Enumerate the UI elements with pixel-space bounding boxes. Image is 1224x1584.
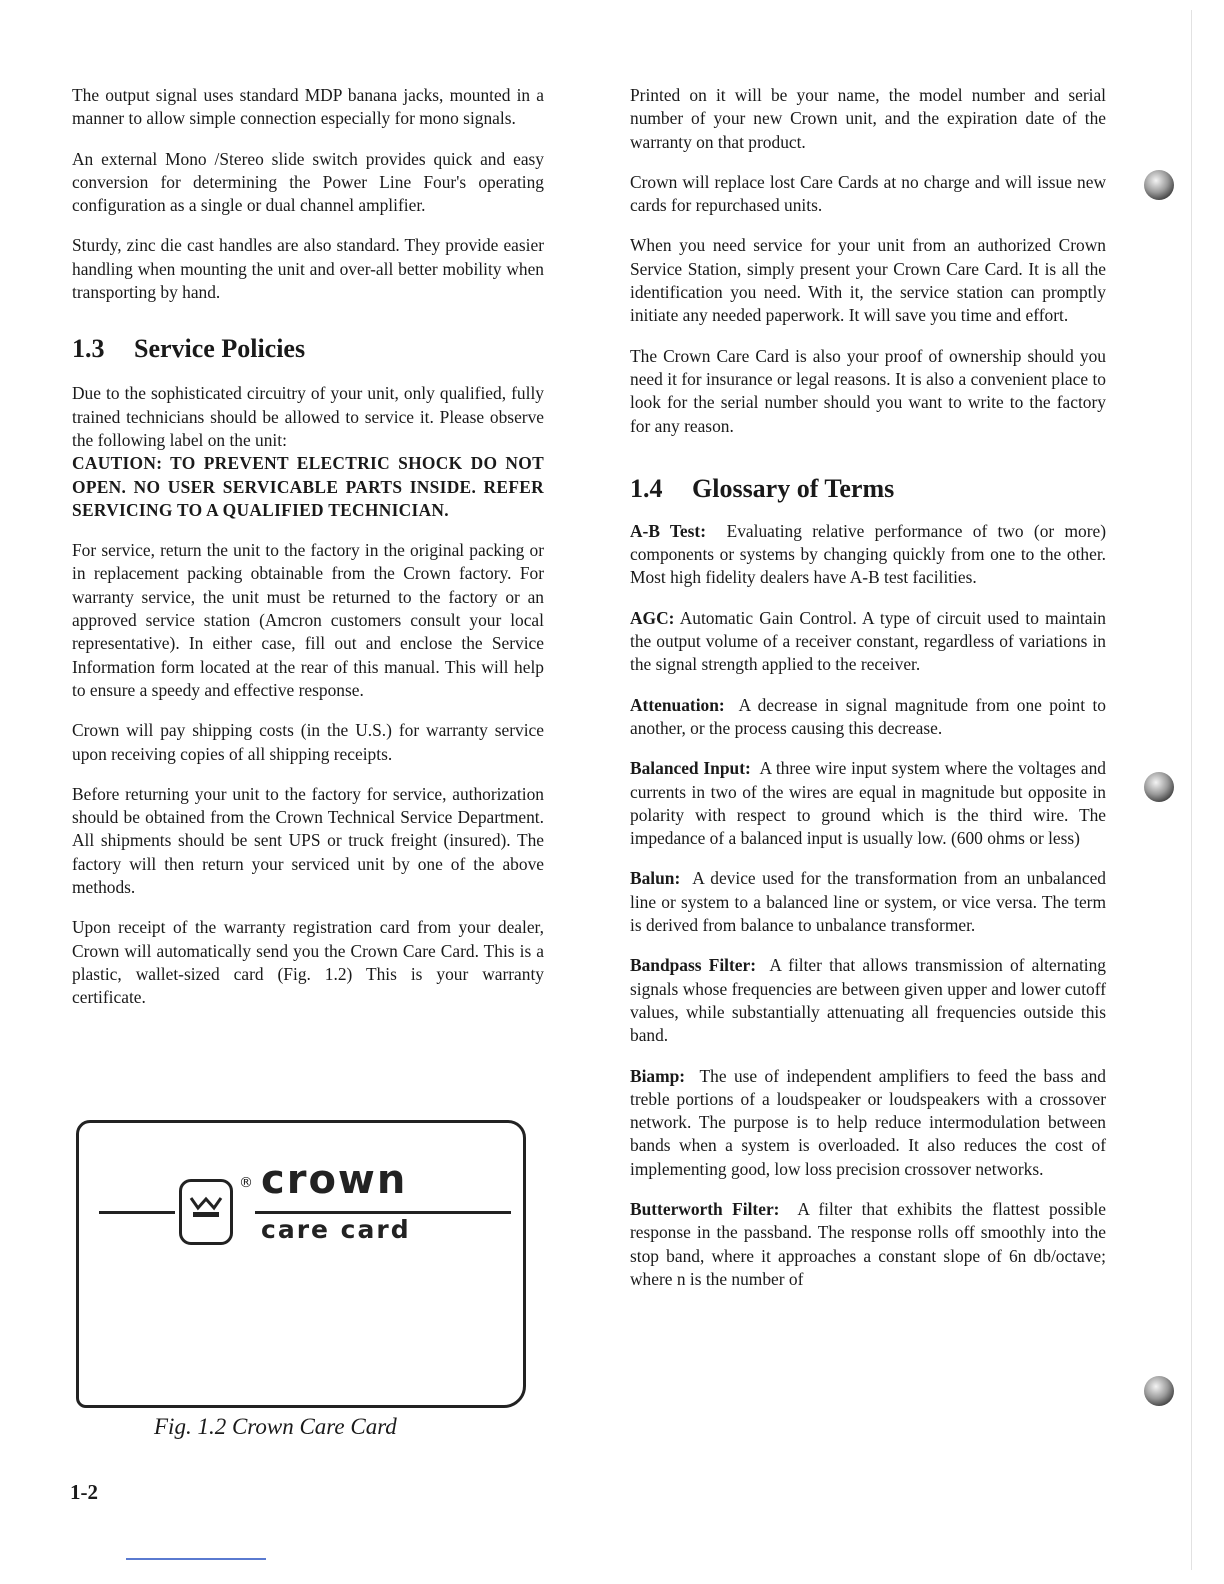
intro-paragraph-1: The output signal uses standard MDP banana jacks, mounted in a manner to allow simple connection especially for mono signals.	[72, 85, 544, 129]
card-rule-right	[255, 1211, 511, 1214]
registered-mark: ®	[239, 1175, 253, 1191]
figure-caption: Fig. 1.2 Crown Care Card	[154, 1414, 397, 1439]
service-paragraph-2: For service, return the unit to the factory in the original packing or in replacement packing obtainable from the Crown factory. For warranty service, the unit must be returned to the factory or an approved service station (Amcron customers consult your local representative). In either case, fill out and enclose the Service Information form located at the rear of this manual. This will help to ensure a speedy and effective response.	[72, 540, 544, 700]
card-paragraph-2: Crown will replace lost Care Cards at no charge and will issue new cards for repurchased units.	[630, 171, 1106, 216]
card-subtitle: care card	[261, 1215, 411, 1244]
glossary-definition: A three wire input system where the voltages and currents in two of the wires are equal in magnitude but opposite in polarity with respect to ground which is the third wire. The impedance of a balanced input is usually low. (600 ohms or less)	[630, 758, 1106, 849]
glossary-entry	[630, 757, 1106, 850]
glossary-term: Balanced Input:	[630, 758, 751, 779]
crown-logo-icon	[179, 1179, 233, 1245]
glossary-entry	[630, 867, 1106, 937]
section-heading-glossary	[630, 474, 1106, 504]
caution-label: CAUTION: TO PREVENT ELECTRIC SHOCK DO NOT OPEN. NO USER SERVICABLE PARTS INSIDE. REFER SERVICING TO A QUALIFIED TECHNICIAN.	[72, 453, 544, 520]
right-column	[630, 84, 1106, 1308]
card-paragraph-1: Printed on it will be your name, the model number and serial number of your new Crown unit, and the expiration date of the warranty on that product.	[630, 85, 1106, 152]
service-paragraph-1: Due to the sophisticated circuitry of your unit, only qualified, fully trained technicians should be allowed to service it. Please observe the following label on the unit:	[72, 383, 544, 450]
card-paragraph-4: The Crown Care Card is also your proof of ownership should you need it for insurance or legal reasons. It is also a convenient place to look for the serial number should you want to write to the factory for any reason.	[630, 345, 1106, 436]
service-paragraph-5: Upon receipt of the warranty registration card from your dealer, Crown will automatically send you the Crown Care Card. This is a plastic, wallet-sized card (Fig. 1.2) This is your warranty certificate.	[72, 917, 544, 1008]
card-brand-name: crown	[261, 1157, 408, 1203]
glossary-entry	[630, 1065, 1106, 1181]
glossary-definition: A decrease in signal magnitude from one point to another, or the process causing this decrease.	[630, 694, 1106, 738]
glossary-definition: The use of independent amplifiers to feed the bass and treble portions of a loudspeaker or loudspeakers with a crossover network. The purpose is to help reduce intermodulation between bands when a system is overloaded. It also reduces the cost of implementing good, low loss precision crossover networks.	[630, 1065, 1106, 1179]
glossary-term: AGC:	[630, 607, 675, 628]
section-heading-service-policies	[72, 334, 544, 364]
binder-hole-icon	[1144, 1376, 1174, 1406]
page-number: 1-2	[70, 1480, 98, 1504]
binder-hole-icon	[1144, 170, 1174, 200]
bottom-rule	[126, 1558, 266, 1560]
glossary-term: A-B Test:	[630, 520, 706, 541]
section-number: 1.3	[72, 334, 105, 364]
glossary-definition: A filter that allows transmission of alternating signals whose frequencies are between given upper and lower cutoff values, while substantially attenuating all frequencies outside this band.	[630, 955, 1106, 1046]
left-column	[72, 84, 544, 1027]
glossary-term: Biamp:	[630, 1065, 686, 1086]
intro-paragraph-3: Sturdy, zinc die cast handles are also standard. They provide easier handling when mounting the unit and over-all better mobility when transporting by hand.	[72, 235, 544, 303]
section-title: Service Policies	[134, 334, 306, 364]
card-paragraph-3: When you need service for your unit from an authorized Crown Service Station, simply present your Crown Care Card. It is all the identification you need. With it, the service station can promptly initiate any needed paperwork. It will save you time and effort.	[630, 235, 1106, 326]
section-title: Glossary of Terms	[692, 473, 895, 503]
service-paragraph-3: Crown will pay shipping costs (in the U.S.) for warranty service upon receiving copies of all shipping receipts.	[72, 720, 544, 764]
glossary-definition: A device used for the transformation from an unbalanced line or system to a balanced line or system, or vice versa. The term is derived from balance to unbalance transformer.	[630, 868, 1106, 936]
glossary-term: Attenuation:	[630, 694, 725, 715]
glossary-entry	[630, 694, 1106, 741]
glossary-term: Bandpass Filter:	[630, 955, 757, 976]
card-rule-left	[99, 1211, 175, 1214]
binder-hole-icon	[1144, 772, 1174, 802]
care-card-figure	[76, 1120, 526, 1408]
glossary-entry	[630, 954, 1106, 1047]
section-number: 1.4	[630, 473, 663, 503]
glossary-definition: A filter that exhibits the flattest possible response in the passband. The response rolls off smoothly into the stop band, where it approaches a constant slope of 6n db/octave; where n is the number of	[630, 1198, 1106, 1289]
glossary-definition: Evaluating relative performance of two (or more) components or systems by changing quickly from one to the other. Most high fidelity dealers have A-B test facilities.	[630, 520, 1106, 588]
glossary-term: Balun:	[630, 868, 681, 889]
page-edge-divider	[1191, 10, 1192, 1570]
glossary-entry	[630, 520, 1106, 590]
glossary-entry	[630, 607, 1106, 677]
intro-paragraph-2: An external Mono /Stereo slide switch provides quick and easy conversion for determining the Power Line Four's operating configuration as a single or dual channel amplifier.	[72, 148, 544, 216]
glossary-term: Butterworth Filter:	[630, 1198, 780, 1219]
glossary-definition: Automatic Gain Control. A type of circuit used to maintain the output volume of a receiver constant, regardless of variations in the signal strength applied to the receiver.	[630, 607, 1106, 675]
service-paragraph-4: Before returning your unit to the factory for service, authorization should be obtained from the Crown Technical Service Department. All shipments should be sent UPS or truck freight (insured). The factory will then return your serviced unit by one of the above methods.	[72, 783, 544, 898]
glossary-entry	[630, 1198, 1106, 1291]
